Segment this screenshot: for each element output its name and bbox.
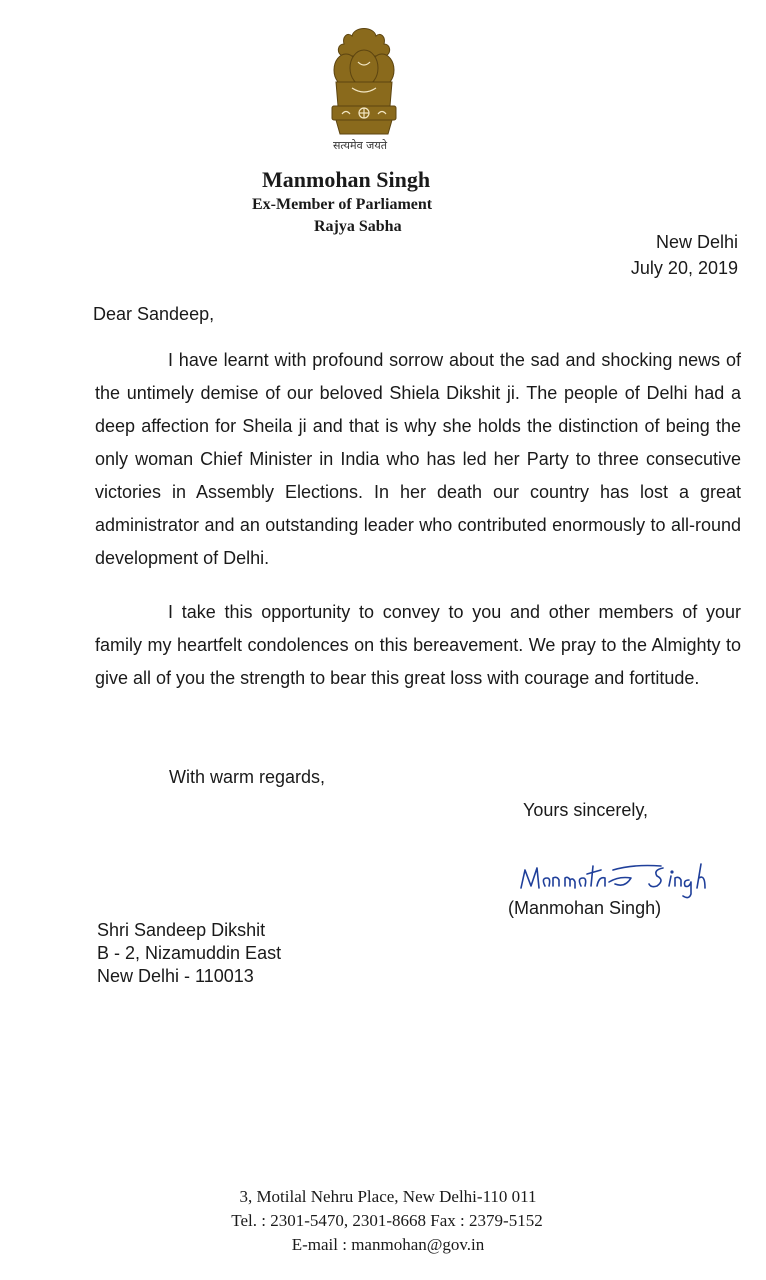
footer-address: 3, Motilal Nehru Place, New Delhi-110 011 xyxy=(239,1187,537,1206)
recipient-address xyxy=(97,919,281,988)
letterhead-footer xyxy=(0,1185,766,1257)
footer-phone: Tel. : 2301-5470, 2301-8668 Fax : 2379-5152 xyxy=(231,1211,543,1230)
letter-place: New Delhi xyxy=(655,232,738,252)
recipient-line-2: B - 2, Nizamuddin East xyxy=(97,943,282,963)
footer-email: E-mail : manmohan@gov.in xyxy=(291,1235,485,1254)
recipient-line-1: Shri Sandeep Dikshit xyxy=(97,920,266,940)
closing-line: Yours sincerely, xyxy=(523,800,649,820)
sender-house: Rajya Sabha xyxy=(314,218,402,235)
signer-name: (Manmohan Singh) xyxy=(508,898,662,918)
recipient-line-3: New Delhi - 110013 xyxy=(97,966,254,986)
handwritten-signature xyxy=(513,856,713,900)
letter-date: July 20, 2019 xyxy=(630,258,738,278)
sender-name: Manmohan Singh xyxy=(262,167,431,192)
national-emblem-icon xyxy=(322,22,406,140)
salutation: Dear Sandeep, xyxy=(93,304,215,324)
emblem-motto: सत्यमेव जयते xyxy=(332,139,387,152)
body-paragraph-1: I have learnt with profound sorrow about the sad and shocking news of the untimely demise of our beloved Shiela Dikshit ji. The people of Delhi had a deep affection for Sheila ji and that is why she holds the distinction of being the only woman Chief Minister in India who has led her Party to three consecutive victories in Assembly Elections. In her death our country has lost a great administrator and an outstanding leader who contributed enormously to all-round development of Delhi. xyxy=(95,350,741,568)
sender-title: Ex-Member of Parliament xyxy=(252,196,433,213)
regards-line: With warm regards, xyxy=(169,767,326,787)
body-paragraph-2: I take this opportunity to convey to you and other members of your family my heartfelt condolences on this bereavement. We pray to the Almighty to give all of you the strength to bear this great loss with courage and fortitude. xyxy=(95,602,741,688)
